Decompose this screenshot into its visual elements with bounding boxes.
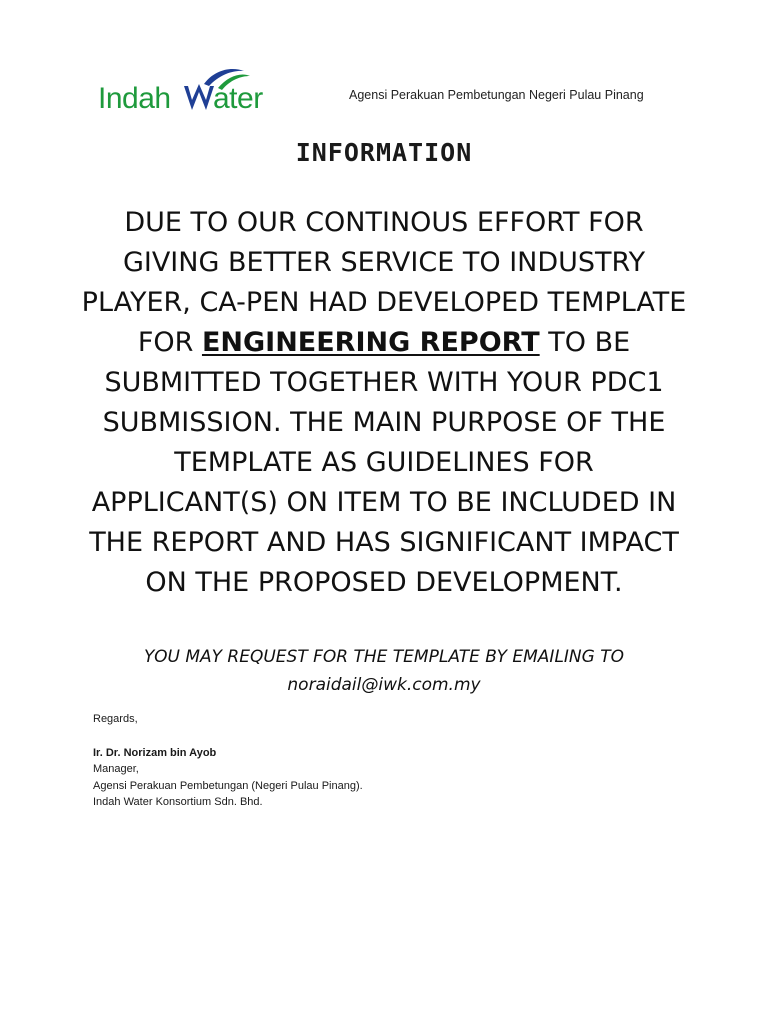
signatory-company: Indah Water Konsortium Sdn. Bhd. [93,796,263,808]
contact-email: noraidail@iwk.com.my [287,675,481,695]
notice-text-part2: TO BE SUBMITTED TOGETHER WITH YOUR PDC1 SUBMISSION. THE MAIN PURPOSE OF THE TEMPLATE AS GUIDELINES FOR APPLICANT(S) ON ITEM TO BE INCLUDED IN THE REPORT AND HAS SIGNIFICANT IMPACT ON THE PROPOSED DEVELOPMENT. [89,327,679,598]
document-header [96,62,686,122]
signatory-name: Ir. Dr. Norizam bin Ayob [93,746,217,759]
request-note [80,643,688,699]
indah-water-logo [96,62,276,118]
logo-text-ater: ater [213,82,263,115]
agency-name: Agensi Perakuan Pembetungan Negeri Pulau Pinang [349,88,644,102]
page-title: INFORMATION [295,138,473,167]
signature-block [93,711,363,811]
engineering-report-highlight: ENGINEERING REPORT [201,327,540,358]
signatory-agency: Agensi Perakuan Pembetungan (Negeri Pulau Pinang). [93,779,363,792]
logo-text-indah: Indah [98,82,171,115]
regards-text: Regards, [93,713,138,725]
notice-text-part1: DUE TO OUR CONTINOUS EFFORT FOR GIVING BETTER SERVICE TO INDUSTRY PLAYER, CA-PEN HAD DEVELOPED TEMPLATE FOR [81,207,687,358]
signatory-title: Manager, [93,763,139,775]
notice-body [80,203,688,603]
request-text: YOU MAY REQUEST FOR THE TEMPLATE BY EMAILING TO [144,647,624,667]
